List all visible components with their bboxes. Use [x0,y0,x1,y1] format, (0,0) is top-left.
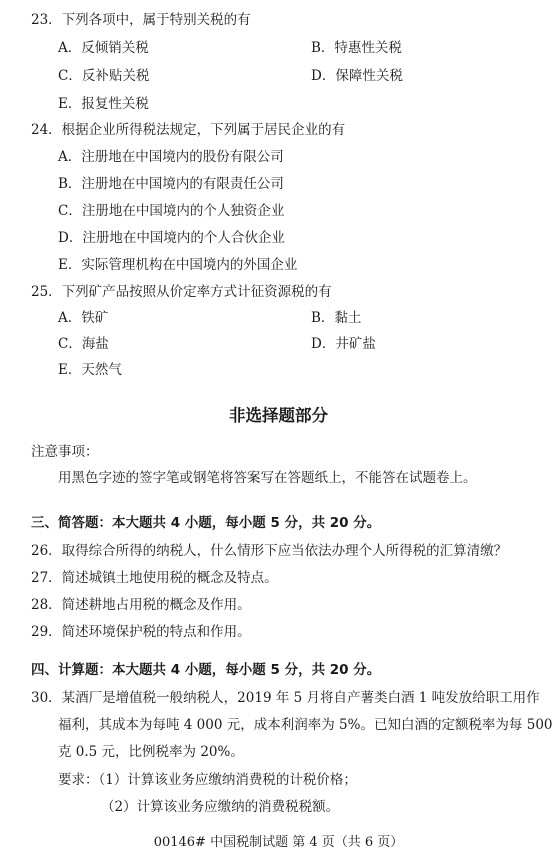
part-4-heading: 四、计算题：本大题共 4 小题，每小题 5 分，共 20 分。 [31,662,381,678]
question-24-option-a: A．注册地在中国境内的股份有限公司 [58,149,284,165]
question-25-stem: 25．下列矿产品按照从价定率方式计征资源税的有 [31,284,332,300]
question-25-option-e: E．天然气 [58,362,122,378]
question-24-stem: 24．根据企业所得税法规定，下列属于居民企业的有 [31,122,346,138]
notice-text: 用黑色字迹的签字笔或钢笔将答案写在答题纸上，不能答在试题卷上。 [58,470,477,486]
question-25-option-b: B．黏土 [311,310,362,326]
part-3-heading: 三、简答题：本大题共 4 小题，每小题 5 分，共 20 分。 [31,515,381,531]
question-30-line-3: 克 0.5 元，比例税率为 20%。 [58,744,244,760]
page-footer: 00146# 中国税制试题 第 4 页（共 6 页） [153,835,404,850]
question-30-requirement-2: （2）计算该业务应缴纳的消费税税额。 [101,799,340,815]
question-28: 28．简述耕地占用税的概念及作用。 [31,597,251,613]
question-24-option-e: E．实际管理机构在中国境内的外国企业 [58,257,298,273]
question-25-option-a: A．铁矿 [58,310,109,326]
question-23-option-e: E．报复性关税 [58,96,149,112]
question-24-option-b: B．注册地在中国境内的有限责任公司 [58,176,284,192]
notice-heading: 注意事项： [31,444,99,460]
question-23-option-c: C．反补贴关税 [58,68,150,84]
question-24-option-d: D．注册地在中国境内的个人合伙企业 [58,230,285,246]
question-23-option-d: D．保障性关税 [311,68,403,84]
question-24-option-c: C．注册地在中国境内的个人独资企业 [58,203,285,219]
question-23-option-b: B．特惠性关税 [311,40,402,56]
question-29: 29．简述环境保护税的特点和作用。 [31,624,251,640]
question-30-line-2: 福利，其成本为每吨 4 000 元，成本利润率为 5%。已知白酒的定额税率为每 500 [58,717,553,733]
question-25-option-c: C．海盐 [58,336,109,352]
question-30-line-1: 30．某酒厂是增值税一般纳税人，2019 年 5 月将自产薯类白酒 1 吨发放给职工用作 [31,690,540,706]
question-23-stem: 23．下列各项中，属于特别关税的有 [31,12,251,28]
question-23-option-a: A．反倾销关税 [58,40,149,56]
question-25-option-d: D．井矿盐 [311,336,376,352]
question-30-requirement-1: 要求：（1）计算该业务应缴纳消费税的计税价格； [58,772,357,788]
question-26: 26．取得综合所得的纳税人，什么情形下应当依法办理个人所得税的汇算清缴？ [31,543,508,559]
question-27: 27．简述城镇土地使用税的概念及特点。 [31,570,278,586]
section-title: 非选择题部分 [229,406,328,425]
